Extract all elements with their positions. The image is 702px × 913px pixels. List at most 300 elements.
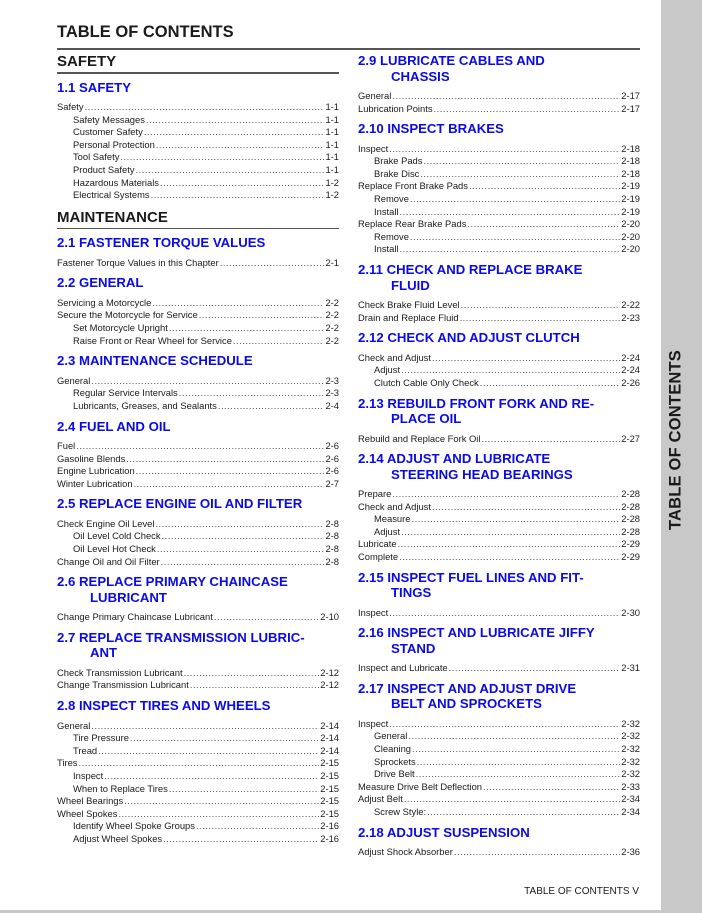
dot-leader: [152, 297, 324, 310]
toc-entry-label: Adjust: [374, 525, 401, 537]
toc-entry-page: 2-14: [320, 732, 339, 744]
toc-entry-label: Drain and Replace Fluid: [358, 311, 459, 323]
toc-entry[interactable]: [57, 820, 339, 833]
toc-entry-page: 2-24: [621, 364, 640, 376]
toc-entry-label: Inspect: [73, 769, 104, 781]
toc-section: [57, 419, 339, 491]
toc-entry[interactable]: [358, 846, 640, 859]
side-tab-label: TABLE OF CONTENTS: [666, 349, 685, 531]
toc-entry-page: 2-7: [325, 477, 339, 489]
dot-leader: [163, 833, 319, 846]
dot-leader: [427, 806, 620, 819]
dot-leader: [401, 526, 620, 539]
toc-entry-page: 2-4: [325, 399, 339, 411]
toc-entry-page: 2-14: [320, 719, 339, 731]
dot-leader: [417, 756, 621, 769]
toc-entry-page: 2-17: [621, 90, 640, 101]
toc-entry[interactable]: [358, 377, 640, 390]
page-title: TABLE OF CONTENTS: [57, 23, 234, 41]
toc-entry-page: 2-1: [325, 256, 339, 268]
toc-entry-page: 2-16: [320, 820, 339, 832]
toc-entry-page: 2-14: [320, 744, 339, 756]
toc-entry[interactable]: [358, 662, 640, 675]
toc-entry-page: 2-10: [320, 611, 339, 623]
toc-entry-page: 2-30: [621, 606, 640, 618]
toc-entry-label: Check Engine Oil Level: [57, 517, 155, 529]
toc-entry[interactable]: [57, 309, 339, 322]
toc-entry[interactable]: [57, 732, 339, 745]
toc-entry[interactable]: [358, 143, 640, 156]
dot-leader: [481, 433, 620, 446]
toc-entry[interactable]: [57, 530, 339, 543]
toc-entry-page: 1-2: [325, 189, 339, 201]
toc-entry-label: Servicing a Motorcycle: [57, 296, 152, 308]
toc-entry-page: 2-28: [621, 500, 640, 512]
toc-entry-page: 2-2: [325, 322, 339, 334]
toc-entry[interactable]: [57, 322, 339, 335]
toc-entry[interactable]: [358, 768, 640, 781]
page-footer: TABLE OF CONTENTS V: [524, 886, 639, 897]
section-heading[interactable]: [358, 53, 640, 84]
section-heading[interactable]: [358, 570, 640, 601]
toc-entry-label: Remove: [374, 230, 409, 242]
toc-section: [358, 451, 640, 564]
dot-leader: [469, 180, 620, 193]
toc-entry-page: 2-29: [621, 551, 640, 563]
toc-entry-label: Electrical Systems: [73, 189, 150, 201]
section-heading-line: 2.7 REPLACE TRANSMISSION LUBRIC-: [57, 629, 305, 645]
toc-entry-page: 2-18: [621, 167, 640, 179]
dot-leader: [196, 820, 319, 833]
section-heading[interactable]: [57, 574, 339, 605]
toc-entry[interactable]: [358, 743, 640, 756]
dot-leader: [91, 720, 319, 733]
left-column: [57, 50, 339, 845]
section-heading[interactable]: [358, 451, 640, 482]
toc-entry-page: 2-15: [320, 782, 339, 794]
toc-entry[interactable]: [358, 155, 640, 168]
toc-entry-page: 2-15: [320, 807, 339, 819]
section-heading[interactable]: [57, 235, 339, 251]
toc-entry[interactable]: [57, 518, 339, 531]
toc-entry[interactable]: [358, 206, 640, 219]
toc-entry-label: Gasoline Blends: [57, 452, 126, 464]
toc-entry-label: Tread: [73, 744, 98, 756]
dot-leader: [483, 781, 620, 794]
dot-leader: [454, 846, 620, 859]
dot-leader: [104, 770, 319, 783]
dot-leader: [220, 257, 325, 270]
section-heading-continuation: TINGS: [391, 585, 432, 601]
dot-leader: [420, 168, 620, 181]
dot-leader: [434, 103, 621, 116]
toc-entry[interactable]: [57, 335, 339, 348]
dot-leader: [78, 757, 319, 770]
toc-entry[interactable]: [358, 781, 640, 794]
toc-entry-label: Lubrication Points: [358, 102, 433, 114]
toc-entry-page: 2-20: [621, 230, 640, 242]
toc-entry-page: 2-28: [621, 488, 640, 500]
toc-entry-label: Hazardous Materials: [73, 176, 159, 188]
section-heading-line: 2.18 ADJUST SUSPENSION: [358, 824, 530, 840]
dot-leader: [199, 309, 325, 322]
toc-entry[interactable]: [57, 611, 339, 624]
toc-entry[interactable]: [358, 501, 640, 514]
section-heading-continuation: PLACE OIL: [391, 411, 462, 426]
toc-entry-label: Personal Protection: [73, 138, 155, 150]
toc-entry-page: 2-20: [621, 218, 640, 230]
toc-entry-page: 1-1: [325, 151, 339, 163]
toc-entry[interactable]: [358, 193, 640, 206]
toc-entry-label: Engine Lubrication: [57, 465, 135, 477]
toc-entry[interactable]: [57, 745, 339, 758]
toc-entry[interactable]: [57, 770, 339, 783]
toc-entry-page: 2-12: [320, 679, 339, 691]
toc-section: [358, 396, 640, 446]
toc-entry-page: 1-1: [325, 126, 339, 138]
section-heading[interactable]: [57, 275, 339, 291]
section-heading-line: 2.8 INSPECT TIRES AND WHEELS: [57, 698, 271, 714]
toc-entry-page: 1-2: [325, 176, 339, 188]
section-heading-line: 2.4 FUEL AND OIL: [57, 418, 171, 434]
toc-entry-label: Check and Adjust: [358, 351, 431, 363]
toc-section: [358, 121, 640, 256]
toc-entry-label: Fastener Torque Values in this Chapter: [57, 256, 219, 268]
toc-entry-label: Measure: [374, 513, 411, 525]
toc-entry-page: 2-8: [325, 530, 339, 542]
dot-leader: [480, 377, 621, 390]
toc-entry-label: Inspect and Lubricate: [358, 662, 448, 674]
dot-leader: [118, 808, 319, 821]
dot-leader: [400, 243, 621, 256]
toc-entry[interactable]: [358, 551, 640, 564]
dot-leader: [169, 322, 325, 335]
toc-entry-label: Safety Messages: [73, 113, 145, 125]
toc-entry-label: Drive Belt: [374, 768, 415, 780]
section-heading[interactable]: [57, 353, 339, 369]
toc-entry[interactable]: [358, 90, 640, 103]
toc-entry[interactable]: [57, 257, 339, 270]
dot-leader: [233, 335, 325, 348]
toc-entry-label: Replace Front Brake Pads: [358, 180, 468, 192]
section-heading[interactable]: [358, 330, 640, 346]
dot-leader: [76, 440, 324, 453]
toc-entry[interactable]: [358, 756, 640, 769]
toc-entry[interactable]: [358, 488, 640, 501]
section-heading-line: 2.2 GENERAL: [57, 275, 144, 291]
toc-entry-page: 2-15: [320, 769, 339, 781]
dot-leader: [392, 488, 620, 501]
right-column: [358, 50, 640, 859]
section-heading[interactable]: [57, 496, 339, 512]
toc-entry[interactable]: [358, 806, 640, 819]
toc-entry[interactable]: [358, 793, 640, 806]
toc-entry[interactable]: [358, 513, 640, 526]
toc-entry-label: Install: [374, 243, 399, 255]
toc-entry-page: 2-33: [621, 780, 640, 792]
toc-entry-label: Raise Front or Rear Wheel for Service: [73, 334, 232, 346]
toc-entry-label: Adjust Wheel Spokes: [73, 832, 163, 844]
toc-entry-page: 1-1: [325, 138, 339, 150]
section-heading-line: 2.10 INSPECT BRAKES: [358, 121, 504, 137]
toc-entry[interactable]: [57, 757, 339, 770]
toc-entry[interactable]: [358, 364, 640, 377]
toc-entry[interactable]: [57, 783, 339, 796]
toc-section: [57, 574, 339, 624]
dot-leader: [401, 364, 620, 377]
toc-entry-label: General: [358, 90, 392, 101]
toc-entry[interactable]: [358, 103, 640, 116]
toc-entry-label: Tool Safety: [73, 151, 120, 163]
toc-entry-label: Check and Adjust: [358, 500, 431, 512]
dot-leader: [467, 218, 620, 231]
dot-leader: [389, 718, 620, 731]
toc-entry[interactable]: [57, 400, 339, 413]
toc-entry[interactable]: [57, 151, 339, 164]
toc-entry-label: Clutch Cable Only Check: [374, 376, 479, 388]
section-heading-line: 2.13 REBUILD FRONT FORK AND RE-: [358, 395, 595, 411]
toc-entry-page: 2-12: [320, 666, 339, 678]
dot-leader: [120, 151, 324, 164]
dot-leader: [408, 730, 620, 743]
dot-leader: [411, 513, 620, 526]
toc-entry-page: 2-3: [325, 387, 339, 399]
section-heading[interactable]: [57, 80, 339, 96]
dot-leader: [399, 551, 620, 564]
toc-entry[interactable]: [57, 453, 339, 466]
toc-entry-page: 2-29: [621, 538, 640, 550]
section-heading[interactable]: [358, 396, 640, 427]
dot-leader: [156, 139, 325, 152]
toc-entry-label: Replace Rear Brake Pads: [358, 218, 467, 230]
toc-entry-page: 2-36: [621, 846, 640, 858]
toc-entry-page: 2-31: [621, 662, 640, 674]
toc-entry-label: Product Safety: [73, 163, 135, 175]
section-heading[interactable]: [57, 630, 339, 661]
section-heading-continuation: LUBRICANT: [90, 589, 167, 605]
toc-entry[interactable]: [358, 718, 640, 731]
section-heading[interactable]: [57, 419, 339, 435]
toc-entry-label: Prepare: [358, 488, 392, 500]
toc-entry[interactable]: [57, 465, 339, 478]
section-heading[interactable]: [57, 698, 339, 714]
dot-leader: [130, 732, 319, 745]
dot-leader: [155, 518, 324, 531]
dot-leader: [190, 679, 319, 692]
toc-entry[interactable]: [358, 218, 640, 231]
toc-entry[interactable]: [358, 730, 640, 743]
section-heading-line: 2.5 REPLACE ENGINE OIL AND FILTER: [57, 496, 303, 512]
toc-entry-label: Regular Service Intervals: [73, 387, 178, 399]
toc-entry[interactable]: [358, 231, 640, 244]
toc-entry[interactable]: [57, 478, 339, 491]
toc-entry-page: 2-34: [621, 806, 640, 817]
toc-entry[interactable]: [57, 833, 339, 846]
section-heading[interactable]: [358, 681, 640, 712]
dot-leader: [179, 387, 325, 400]
toc-entry-label: Wheel Spokes: [57, 807, 118, 819]
toc-entry-label: Adjust Shock Absorber: [358, 846, 453, 858]
toc-entry-label: Tire Pressure: [73, 732, 129, 744]
dot-leader: [389, 607, 620, 620]
dot-leader: [392, 90, 620, 103]
toc-entry-page: 2-24: [621, 351, 640, 363]
dot-leader: [157, 543, 325, 556]
toc-entry-label: Check Brake Fluid Level: [358, 299, 460, 311]
toc-entry-label: Change Oil and Oil Filter: [57, 555, 160, 567]
toc-entry-label: Fuel: [57, 440, 76, 451]
section-heading-line: 2.3 MAINTENANCE SCHEDULE: [57, 353, 253, 369]
toc-entry[interactable]: [358, 243, 640, 256]
toc-section: [358, 262, 640, 324]
toc-entry[interactable]: [57, 387, 339, 400]
toc-entry-label: Oil Level Hot Check: [73, 543, 156, 555]
toc-section: [57, 698, 339, 845]
toc-entry-label: Brake Pads: [374, 155, 423, 167]
toc-entry-label: Inspect: [358, 606, 389, 618]
toc-entry[interactable]: [57, 189, 339, 202]
toc-entry-page: 2-28: [621, 525, 640, 537]
toc-entry[interactable]: [57, 114, 339, 127]
toc-entry-label: General: [57, 719, 91, 731]
toc-entry-page: 2-26: [621, 376, 640, 388]
toc-entry-page: 2-8: [325, 517, 339, 529]
toc-entry-page: 2-32: [621, 717, 640, 729]
toc-entry-page: 2-34: [621, 793, 640, 805]
section-heading-line: 2.16 INSPECT AND LUBRICATE JIFFY: [358, 625, 595, 641]
toc-entry-page: 2-32: [621, 768, 640, 780]
toc-entry[interactable]: [358, 312, 640, 325]
dot-leader: [398, 538, 621, 551]
toc-entry-label: Sprockets: [374, 755, 416, 767]
section-heading[interactable]: [358, 825, 640, 841]
toc-entry-page: 2-8: [325, 555, 339, 567]
toc-section: [57, 353, 339, 412]
toc-entry-page: 2-19: [621, 193, 640, 205]
toc-entry-label: Complete: [358, 551, 399, 563]
toc-entry[interactable]: [358, 538, 640, 551]
toc-entry[interactable]: [57, 297, 339, 310]
toc-entry-page: 2-27: [621, 432, 640, 444]
toc-entry-label: Brake Disc: [374, 167, 420, 179]
toc-entry[interactable]: [358, 526, 640, 539]
toc-entry-label: Oil Level Cold Check: [73, 530, 161, 542]
toc-entry-label: Winter Lubrication: [57, 477, 133, 489]
dot-leader: [218, 400, 325, 413]
dot-leader: [389, 143, 620, 156]
toc-entry[interactable]: [358, 352, 640, 365]
dot-leader: [146, 114, 325, 127]
toc-entry[interactable]: [57, 164, 339, 177]
toc-entry[interactable]: [57, 440, 339, 453]
dot-leader: [214, 611, 319, 624]
dot-leader: [161, 556, 325, 569]
dot-leader: [98, 745, 319, 758]
dot-leader: [400, 206, 621, 219]
toc-entry[interactable]: [57, 808, 339, 821]
toc-entry[interactable]: [57, 795, 339, 808]
toc-entry-label: Lubricants, Greases, and Sealants: [73, 399, 217, 411]
maintenance-sections: [57, 235, 339, 845]
section-heading-line: 2.6 REPLACE PRIMARY CHAINCASE: [57, 574, 288, 590]
dot-leader: [134, 478, 325, 491]
toc-entry[interactable]: [57, 720, 339, 733]
toc-entry-page: 2-22: [621, 299, 640, 311]
dot-leader: [151, 189, 325, 202]
toc-entry-page: 1-1: [325, 163, 339, 175]
toc-entry-page: 2-18: [621, 155, 640, 167]
toc-entry-label: Change Transmission Lubricant: [57, 679, 189, 691]
toc-section: [57, 275, 339, 347]
dot-leader: [461, 299, 621, 312]
part-rule: [57, 228, 339, 230]
toc-entry-page: 2-16: [320, 832, 339, 844]
dot-leader: [124, 795, 319, 808]
toc-entry-label: Secure the Motorcycle for Service: [57, 309, 198, 321]
toc-entry[interactable]: [57, 177, 339, 190]
toc-entry-page: 2-19: [621, 205, 640, 217]
toc-entry[interactable]: [358, 299, 640, 312]
toc-entry-page: 2-2: [325, 309, 339, 321]
toc-entry-label: General: [57, 374, 91, 386]
section-heading-continuation: ANT: [90, 645, 118, 661]
toc-section: [358, 330, 640, 389]
toc-entry-label: Wheel Bearings: [57, 795, 124, 807]
toc-entry-label: Cleaning: [374, 743, 412, 755]
section-heading-line: 2.11 CHECK AND REPLACE BRAKE: [358, 262, 583, 278]
toc-entry-label: Change Primary Chaincase Lubricant: [57, 611, 213, 623]
toc-entry-label: General: [374, 730, 408, 742]
section-heading[interactable]: [358, 262, 640, 293]
dot-leader: [416, 768, 621, 781]
section-heading[interactable]: [358, 625, 640, 656]
toc-entry[interactable]: [57, 667, 339, 680]
dot-leader: [160, 177, 324, 190]
toc-entry[interactable]: [57, 139, 339, 152]
toc-entry[interactable]: [358, 168, 640, 181]
toc-entry-label: Screw Style:: [374, 806, 427, 817]
section-heading[interactable]: [358, 121, 640, 137]
dot-leader: [144, 126, 325, 139]
toc-entry-label: Install: [374, 205, 399, 217]
toc-entry-page: 1-1: [325, 113, 339, 125]
toc-entry-page: 2-23: [621, 311, 640, 323]
section-heading-line: 1.1 SAFETY: [57, 79, 132, 95]
section-heading-continuation: FLUID: [391, 277, 430, 293]
toc-entry[interactable]: [57, 543, 339, 556]
dot-leader: [432, 501, 620, 514]
toc-entry-label: Lubricate: [358, 538, 397, 550]
section-heading-continuation: STAND: [391, 640, 436, 656]
toc-entry[interactable]: [57, 101, 339, 114]
toc-entry[interactable]: [57, 679, 339, 692]
toc-entry[interactable]: [57, 375, 339, 388]
toc-entry[interactable]: [358, 433, 640, 446]
toc-entry-page: 2-6: [325, 465, 339, 477]
toc-entry[interactable]: [358, 180, 640, 193]
dot-leader: [169, 783, 319, 796]
dot-leader: [449, 662, 621, 675]
toc-entry-page: 2-8: [325, 543, 339, 555]
toc-entry[interactable]: [358, 607, 640, 620]
toc-entry[interactable]: [57, 126, 339, 139]
dot-leader: [184, 667, 320, 680]
toc-entry-page: 2-6: [325, 440, 339, 451]
toc-entry[interactable]: [57, 556, 339, 569]
toc-entry-label: Identify Wheel Spoke Groups: [73, 820, 195, 832]
toc-entry-page: 2-17: [621, 102, 640, 114]
toc-entry-label: Rebuild and Replace Fork Oil: [358, 432, 481, 444]
